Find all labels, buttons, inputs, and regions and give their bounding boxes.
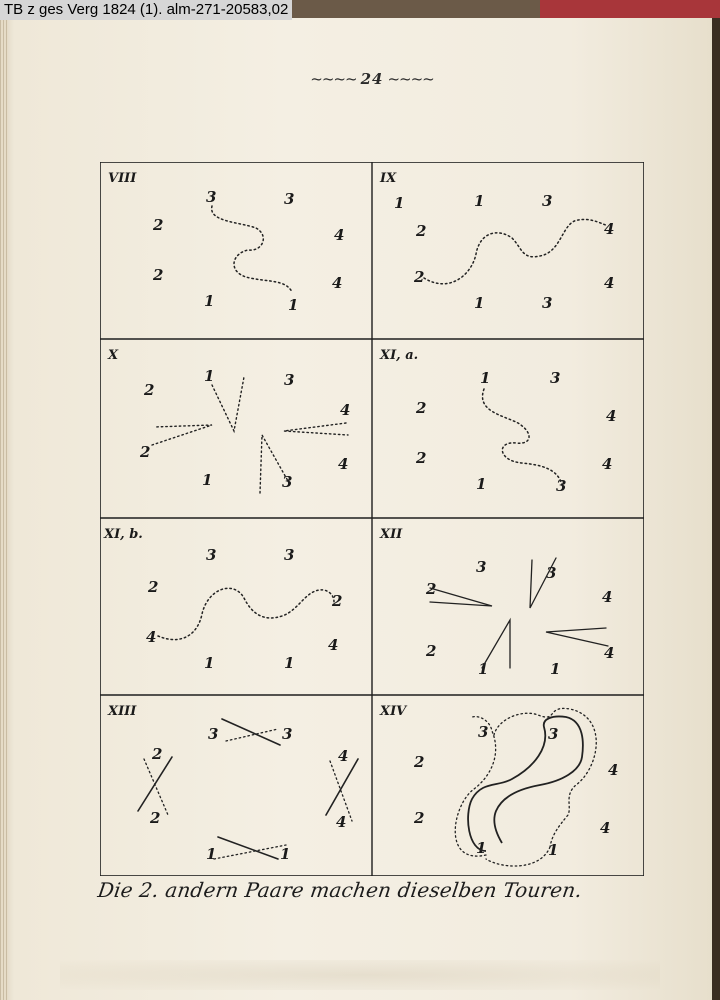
ornament-left: ~~~~ [310, 70, 357, 88]
panel-xiii [107, 704, 358, 863]
panel-xi-a [379, 348, 616, 495]
position-number: 3 [282, 725, 293, 743]
position-number: 1 [206, 845, 217, 863]
position-number: 3 [546, 564, 557, 582]
position-number: 3 [476, 558, 487, 576]
panel-label: XI, b. [104, 527, 143, 542]
position-number: 4 [606, 407, 617, 425]
page-number: 24 [360, 70, 384, 88]
position-number: 4 [334, 226, 345, 244]
dance-path [158, 588, 334, 639]
position-number: 1 [284, 654, 295, 672]
dance-path [212, 206, 292, 292]
image-caption: TB z ges Verg 1824 (1). alm-271-20583,02 [0, 0, 292, 20]
position-number: 2 [414, 753, 425, 771]
panel-label: XIV [380, 704, 407, 719]
position-number: 4 [336, 813, 347, 831]
position-number: 3 [284, 371, 295, 389]
footer-text: Die 2. andern Paare machen dieselben Touren. [96, 878, 584, 902]
dance-path [152, 425, 212, 445]
dance-path [430, 588, 492, 606]
position-number: 4 [604, 274, 615, 292]
position-number: 4 [146, 628, 157, 646]
panel-label: VIII [108, 171, 137, 186]
position-number: 2 [144, 381, 155, 399]
position-number: 1 [474, 192, 485, 210]
position-number: 4 [340, 401, 351, 419]
dance-figures-grid [100, 162, 644, 876]
position-number: 4 [602, 455, 613, 473]
dance-path [326, 759, 358, 815]
position-number: 4 [604, 644, 615, 662]
position-number: 1 [548, 841, 559, 859]
position-number: 1 [204, 292, 215, 310]
ornament-right: ~~~~ [387, 70, 434, 88]
position-number: 1 [476, 839, 487, 857]
page-number-header [292, 70, 452, 88]
position-number: 2 [414, 268, 425, 286]
panel-ix [379, 171, 614, 312]
position-number: 4 [338, 455, 349, 473]
position-number: 2 [150, 809, 161, 827]
dance-path [212, 377, 244, 431]
position-number: 1 [478, 660, 489, 678]
position-number: 3 [478, 723, 489, 741]
position-number: 2 [153, 266, 164, 284]
position-number: 1 [480, 369, 491, 387]
panel-label: XII [380, 527, 403, 542]
position-number: 3 [282, 473, 293, 491]
page-edge [0, 18, 8, 1000]
dance-path [218, 837, 278, 859]
footer-note [98, 878, 658, 902]
position-number: 2 [332, 592, 343, 610]
dance-path [226, 729, 278, 741]
position-number: 3 [550, 369, 561, 387]
position-number: 1 [204, 654, 215, 672]
position-number: 1 [202, 471, 213, 489]
position-number: 2 [426, 642, 437, 660]
position-number: 3 [548, 725, 559, 743]
position-number: 1 [476, 475, 487, 493]
dance-path [144, 759, 168, 815]
panel-xiv [379, 704, 618, 866]
position-number: 4 [332, 274, 343, 292]
position-number: 1 [280, 845, 291, 863]
position-number: 2 [140, 443, 151, 461]
position-number: 2 [416, 222, 427, 240]
dance-path [214, 845, 286, 859]
panel-label: X [108, 348, 119, 363]
dance-path [424, 219, 608, 283]
dance-path [483, 389, 562, 485]
panel-x [107, 348, 350, 493]
dance-path [284, 423, 348, 435]
binding-ribbon [540, 0, 720, 18]
position-number: 3 [284, 546, 295, 564]
position-number: 3 [284, 190, 295, 208]
position-number: 2 [148, 578, 159, 596]
position-number: 3 [206, 546, 217, 564]
position-number: 2 [416, 449, 427, 467]
position-number: 2 [152, 745, 163, 763]
position-number: 4 [608, 761, 619, 779]
position-number: 1 [394, 194, 405, 212]
panel-viii [108, 171, 344, 314]
dance-path [222, 719, 280, 745]
position-number: 1 [550, 660, 561, 678]
position-number: 1 [474, 294, 485, 312]
position-number: 3 [556, 477, 567, 495]
position-number: 3 [206, 188, 217, 206]
panel-xi-b [103, 527, 342, 672]
position-number: 2 [414, 809, 425, 827]
panel-label: XI, a. [380, 348, 419, 363]
dance-path [530, 558, 556, 608]
position-number: 2 [153, 216, 164, 234]
position-number: 2 [426, 580, 437, 598]
position-number: 3 [542, 192, 553, 210]
panel-label: IX [380, 171, 397, 186]
position-number: 1 [288, 296, 299, 314]
position-number: 4 [328, 636, 339, 654]
position-number: 2 [416, 399, 427, 417]
position-number: 4 [600, 819, 611, 837]
dance-path [330, 761, 352, 821]
position-number: 3 [208, 725, 219, 743]
position-number: 4 [338, 747, 349, 765]
dance-path [546, 628, 608, 646]
paper-stain [60, 960, 660, 990]
dance-path [482, 620, 510, 668]
position-number: 3 [542, 294, 553, 312]
panel-xii [379, 527, 614, 678]
panel-label: XIII [108, 704, 137, 719]
position-number: 4 [604, 220, 615, 238]
position-number: 1 [204, 367, 215, 385]
position-number: 4 [602, 588, 613, 606]
